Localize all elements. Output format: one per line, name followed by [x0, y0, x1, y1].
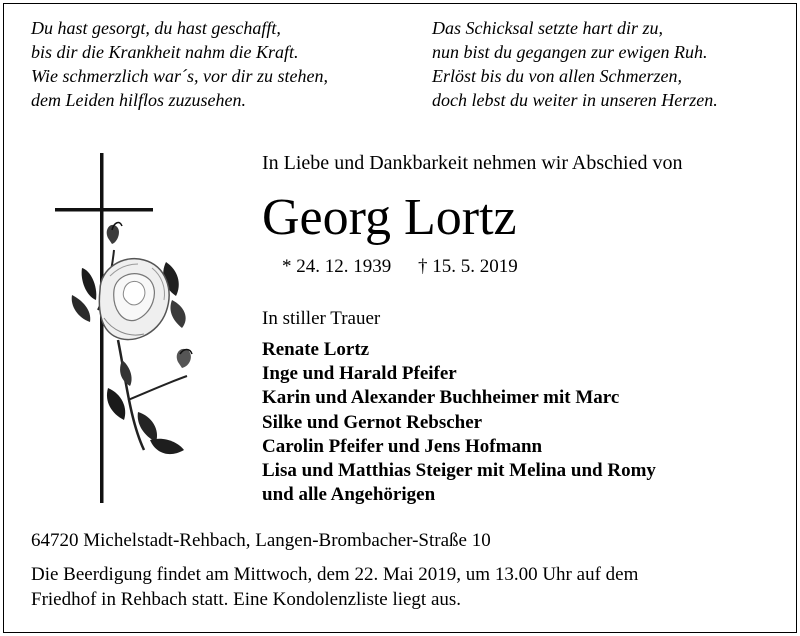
poem-line: bis dir die Krankheit nahm die Kraft. [31, 42, 299, 62]
funeral-line: Friedhof in Rehbach statt. Eine Kondolenzliste liegt aus. [31, 589, 462, 610]
mourning-label: In stiller Trauer [262, 308, 381, 329]
poem-line: doch lebst du weiter in unseren Herzen. [432, 90, 718, 110]
family-address: 64720 Michelstadt-Rehbach, Langen-Brombacher-Straße 10 [31, 530, 491, 551]
deceased-name: Georg Lortz [262, 189, 517, 246]
poem-left [31, 16, 328, 112]
mourner: Inge und Harald Pfeifer [262, 363, 457, 385]
mourner: Karin und Alexander Buchheimer mit Marc [262, 387, 620, 409]
mourner: Silke und Gernot Rebscher [262, 411, 483, 433]
mourners-list [262, 338, 656, 507]
funeral-info [31, 562, 781, 612]
death-date: † 15. 5. 2019 [418, 256, 518, 277]
poem-line: nun bist du gegangen zur ewigen Ruh. [432, 42, 708, 62]
mourner: Renate Lortz [262, 339, 370, 360]
life-dates [282, 256, 518, 278]
poem-line: Erlöst bis du von allen Schmerzen, [432, 66, 682, 86]
poem-line: Wie schmerzlich war´s, vor dir zu stehen, [31, 66, 328, 86]
poem-line: Das Schicksal setzte hart dir zu, [432, 18, 663, 38]
mourner: und alle Angehörigen [262, 484, 436, 506]
birth-date: * 24. 12. 1939 [282, 256, 392, 277]
cross-with-rose-icon [52, 150, 212, 510]
poem-right [432, 16, 718, 112]
poem-line: dem Leiden hilflos zuzusehen. [31, 90, 246, 110]
funeral-line: Die Beerdigung findet am Mittwoch, dem 22. Mai 2019, um 13.00 Uhr auf dem [31, 564, 639, 585]
poem-line: Du hast gesorgt, du hast geschafft, [31, 18, 281, 38]
mourner: Lisa und Matthias Steiger mit Melina und Romy [262, 460, 656, 482]
mourner: Carolin Pfeifer und Jens Hofmann [262, 435, 543, 457]
farewell-intro: In Liebe und Dankbarkeit nehmen wir Abschied von [262, 152, 683, 174]
